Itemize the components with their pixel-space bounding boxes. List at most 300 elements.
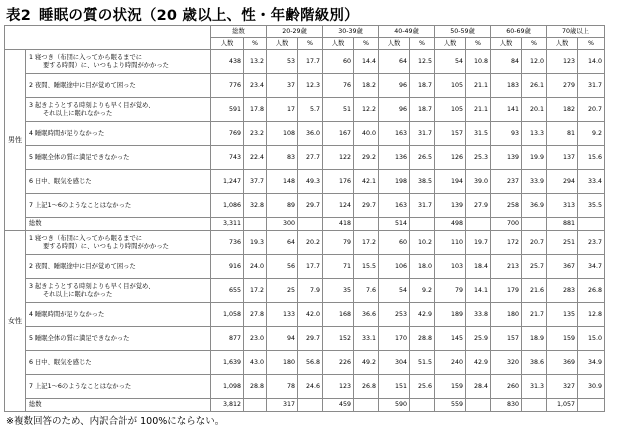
percent-cell: 28.4 <box>466 375 491 399</box>
percent-cell: 17.8 <box>244 98 267 122</box>
total-percent-cell <box>410 399 435 412</box>
total-count-cell: 3,311 <box>211 218 244 231</box>
count-cell: 369 <box>547 351 578 375</box>
percent-cell: 9.2 <box>578 122 605 146</box>
table-row <box>5 122 605 146</box>
percent-cell: 33.8 <box>466 303 491 327</box>
percent-cell: 13.2 <box>244 50 267 74</box>
percent-cell: 49.3 <box>298 170 323 194</box>
percent-cell: 18.7 <box>410 74 435 98</box>
item-text-line: 7 上記1～6のようなことはなかった <box>29 382 132 390</box>
percent-cell: 29.7 <box>354 194 379 218</box>
percent-cell: 24.6 <box>298 375 323 399</box>
total-row <box>5 218 605 231</box>
count-cell: 1,086 <box>211 194 244 218</box>
percent-cell: 32.8 <box>244 194 267 218</box>
count-cell: 253 <box>379 303 410 327</box>
percent-cell: 20.7 <box>522 231 547 255</box>
row-item-label <box>26 146 211 170</box>
count-cell: 124 <box>323 194 354 218</box>
header-percent: % <box>354 38 379 50</box>
item-text-line: 2 夜間、睡眠途中に目が覚めて困った <box>29 81 136 89</box>
count-cell: 17 <box>267 98 298 122</box>
total-percent-cell <box>466 218 491 231</box>
table-row <box>5 74 605 98</box>
count-cell: 163 <box>379 194 410 218</box>
count-cell: 183 <box>491 74 522 98</box>
count-cell: 79 <box>435 279 466 303</box>
count-cell: 139 <box>435 194 466 218</box>
count-cell: 198 <box>379 170 410 194</box>
count-cell: 776 <box>211 74 244 98</box>
table-row <box>5 194 605 218</box>
count-cell: 106 <box>379 255 410 279</box>
count-cell: 591 <box>211 98 244 122</box>
item-text-line: 3 起きようとする時刻よりも早く目が覚め、 <box>29 282 155 290</box>
percent-cell: 31.3 <box>522 375 547 399</box>
percent-cell: 27.9 <box>466 194 491 218</box>
percent-cell: 21.6 <box>522 279 547 303</box>
header-count: 人数 <box>435 38 466 50</box>
count-cell: 213 <box>491 255 522 279</box>
percent-cell: 38.5 <box>410 170 435 194</box>
percent-cell: 23.4 <box>244 74 267 98</box>
count-cell: 367 <box>547 255 578 279</box>
count-cell: 438 <box>211 50 244 74</box>
total-percent-cell <box>244 399 267 412</box>
percent-cell: 26.8 <box>354 375 379 399</box>
count-cell: 769 <box>211 122 244 146</box>
row-item-label <box>26 50 211 74</box>
percent-cell: 12.8 <box>578 303 605 327</box>
count-cell: 182 <box>547 98 578 122</box>
item-text-line: それ以上に眠れなかった <box>43 109 113 117</box>
count-cell: 157 <box>435 122 466 146</box>
percent-cell: 26.8 <box>578 279 605 303</box>
count-cell: 163 <box>379 122 410 146</box>
total-count-cell: 1,057 <box>547 399 578 412</box>
total-count-cell: 317 <box>267 399 298 412</box>
header-percent: % <box>466 38 491 50</box>
percent-cell: 18.9 <box>522 327 547 351</box>
header-group-row <box>5 26 605 38</box>
total-count-cell: 498 <box>435 218 466 231</box>
count-cell: 108 <box>267 122 298 146</box>
count-cell: 736 <box>211 231 244 255</box>
percent-cell: 19.7 <box>466 231 491 255</box>
percent-cell: 19.3 <box>244 231 267 255</box>
percent-cell: 31.7 <box>410 194 435 218</box>
count-cell: 226 <box>323 351 354 375</box>
count-cell: 159 <box>435 375 466 399</box>
percent-cell: 25.7 <box>522 255 547 279</box>
count-cell: 172 <box>491 231 522 255</box>
item-text-line: 2 夜間、睡眠途中に目が覚めて困った <box>29 262 136 270</box>
header-age-group: 40-49歳 <box>379 26 435 38</box>
section-label: 女性 <box>5 231 26 412</box>
count-cell: 279 <box>547 74 578 98</box>
percent-cell: 29.7 <box>298 194 323 218</box>
percent-cell: 36.0 <box>298 122 323 146</box>
header-age-group: 70歳以上 <box>547 26 605 38</box>
table-row <box>5 375 605 399</box>
percent-cell: 34.7 <box>578 255 605 279</box>
header-percent: % <box>522 38 547 50</box>
count-cell: 313 <box>547 194 578 218</box>
total-percent-cell <box>298 218 323 231</box>
percent-cell: 36.9 <box>522 194 547 218</box>
item-text-line: 7 上記1～6のようなことはなかった <box>29 201 132 209</box>
percent-cell: 21.7 <box>522 303 547 327</box>
count-cell: 110 <box>435 231 466 255</box>
count-cell: 251 <box>547 231 578 255</box>
percent-cell: 37.7 <box>244 170 267 194</box>
table-row <box>5 279 605 303</box>
count-cell: 126 <box>435 146 466 170</box>
header-percent: % <box>410 38 435 50</box>
row-item-label <box>26 255 211 279</box>
percent-cell: 42.9 <box>410 303 435 327</box>
table-row <box>5 98 605 122</box>
percent-cell: 34.9 <box>578 351 605 375</box>
count-cell: 179 <box>491 279 522 303</box>
percent-cell: 33.1 <box>354 327 379 351</box>
header-age-group: 50-59歳 <box>435 26 491 38</box>
item-text-line: 6 日中、眠気を感じた <box>29 358 92 366</box>
count-cell: 151 <box>379 375 410 399</box>
percent-cell: 21.1 <box>466 98 491 122</box>
total-count-cell: 700 <box>491 218 522 231</box>
count-cell: 35 <box>323 279 354 303</box>
header-count: 人数 <box>267 38 298 50</box>
total-row <box>5 399 605 412</box>
count-cell: 123 <box>323 375 354 399</box>
count-cell: 83 <box>267 146 298 170</box>
total-count-cell: 459 <box>323 399 354 412</box>
percent-cell: 28.8 <box>410 327 435 351</box>
percent-cell: 35.5 <box>578 194 605 218</box>
total-percent-cell <box>354 218 379 231</box>
count-cell: 136 <box>379 146 410 170</box>
total-count-cell: 559 <box>435 399 466 412</box>
total-count-cell: 514 <box>379 218 410 231</box>
count-cell: 137 <box>547 146 578 170</box>
count-cell: 103 <box>435 255 466 279</box>
count-cell: 25 <box>267 279 298 303</box>
count-cell: 877 <box>211 327 244 351</box>
percent-cell: 7.6 <box>354 279 379 303</box>
header-age-group: 60-69歳 <box>491 26 547 38</box>
percent-cell: 12.5 <box>410 50 435 74</box>
header-count: 人数 <box>491 38 522 50</box>
percent-cell: 27.8 <box>244 303 267 327</box>
table-row <box>5 231 605 255</box>
percent-cell: 14.4 <box>354 50 379 74</box>
total-count-cell: 3,812 <box>211 399 244 412</box>
table-row <box>5 351 605 375</box>
count-cell: 71 <box>323 255 354 279</box>
count-cell: 105 <box>435 74 466 98</box>
total-count-cell: 418 <box>323 218 354 231</box>
total-count-cell: 300 <box>267 218 298 231</box>
count-cell: 168 <box>323 303 354 327</box>
total-count-cell: 590 <box>379 399 410 412</box>
percent-cell: 17.7 <box>298 255 323 279</box>
total-percent-cell <box>522 399 547 412</box>
footnote: ※複数回答のため、内訳合計が 100%にならない。 <box>6 416 225 427</box>
percent-cell: 17.7 <box>298 50 323 74</box>
count-cell: 655 <box>211 279 244 303</box>
percent-cell: 28.8 <box>244 375 267 399</box>
count-cell: 81 <box>547 122 578 146</box>
count-cell: 51 <box>323 98 354 122</box>
header-count: 人数 <box>211 38 244 50</box>
count-cell: 93 <box>491 122 522 146</box>
row-item-label <box>26 279 211 303</box>
percent-cell: 38.6 <box>522 351 547 375</box>
count-cell: 139 <box>491 146 522 170</box>
percent-cell: 17.2 <box>354 231 379 255</box>
table-row <box>5 170 605 194</box>
item-text-line: それ以上に眠れなかった <box>43 290 113 298</box>
count-cell: 194 <box>435 170 466 194</box>
percent-cell: 9.2 <box>410 279 435 303</box>
row-item-label <box>26 231 211 255</box>
count-cell: 170 <box>379 327 410 351</box>
percent-cell: 26.1 <box>522 74 547 98</box>
count-cell: 294 <box>547 170 578 194</box>
total-count-cell: 830 <box>491 399 522 412</box>
percent-cell: 25.6 <box>410 375 435 399</box>
count-cell: 176 <box>323 170 354 194</box>
count-cell: 159 <box>547 327 578 351</box>
percent-cell: 19.9 <box>522 146 547 170</box>
count-cell: 79 <box>323 231 354 255</box>
percent-cell: 7.9 <box>298 279 323 303</box>
count-cell: 96 <box>379 74 410 98</box>
count-cell: 56 <box>267 255 298 279</box>
total-label: 総数 <box>26 399 211 412</box>
count-cell: 180 <box>491 303 522 327</box>
item-text-line: 6 日中、眠気を感じた <box>29 177 92 185</box>
header-count: 人数 <box>547 38 578 50</box>
count-cell: 304 <box>379 351 410 375</box>
percent-cell: 22.4 <box>244 146 267 170</box>
percent-cell: 49.2 <box>354 351 379 375</box>
count-cell: 283 <box>547 279 578 303</box>
count-cell: 260 <box>491 375 522 399</box>
total-percent-cell <box>466 399 491 412</box>
percent-cell: 40.0 <box>354 122 379 146</box>
count-cell: 78 <box>267 375 298 399</box>
percent-cell: 31.7 <box>410 122 435 146</box>
percent-cell: 18.2 <box>354 74 379 98</box>
count-cell: 76 <box>323 74 354 98</box>
row-item-label <box>26 194 211 218</box>
count-cell: 180 <box>267 351 298 375</box>
header-count: 人数 <box>379 38 410 50</box>
count-cell: 237 <box>491 170 522 194</box>
percent-cell: 56.8 <box>298 351 323 375</box>
table-row <box>5 146 605 170</box>
table-row <box>5 255 605 279</box>
percent-cell: 10.2 <box>410 231 435 255</box>
percent-cell: 51.5 <box>410 351 435 375</box>
count-cell: 1,247 <box>211 170 244 194</box>
percent-cell: 18.4 <box>466 255 491 279</box>
count-cell: 157 <box>491 327 522 351</box>
percent-cell: 39.0 <box>466 170 491 194</box>
count-cell: 54 <box>379 279 410 303</box>
total-percent-cell <box>354 399 379 412</box>
count-cell: 64 <box>379 50 410 74</box>
total-percent-cell <box>244 218 267 231</box>
percent-cell: 20.2 <box>298 231 323 255</box>
count-cell: 240 <box>435 351 466 375</box>
table-row <box>5 50 605 74</box>
count-cell: 84 <box>491 50 522 74</box>
count-cell: 89 <box>267 194 298 218</box>
item-text-line: 3 起きようとする時刻よりも早く目が覚め、 <box>29 101 155 109</box>
header-age-group: 総数 <box>211 26 267 38</box>
count-cell: 189 <box>435 303 466 327</box>
row-item-label <box>26 74 211 98</box>
total-percent-cell <box>522 218 547 231</box>
percent-cell: 17.2 <box>244 279 267 303</box>
percent-cell: 27.7 <box>298 146 323 170</box>
percent-cell: 15.0 <box>578 327 605 351</box>
item-text-line: 4 睡眠時間が足りなかった <box>29 129 105 137</box>
count-cell: 1,058 <box>211 303 244 327</box>
percent-cell: 26.5 <box>410 146 435 170</box>
count-cell: 53 <box>267 50 298 74</box>
total-label: 総数 <box>26 218 211 231</box>
percent-cell: 42.9 <box>466 351 491 375</box>
percent-cell: 29.7 <box>298 327 323 351</box>
total-percent-cell <box>410 218 435 231</box>
header-percent: % <box>578 38 605 50</box>
percent-cell: 23.2 <box>244 122 267 146</box>
percent-cell: 25.9 <box>466 327 491 351</box>
count-cell: 105 <box>435 98 466 122</box>
table-number: 表2 <box>6 8 31 24</box>
item-text-line: 5 睡眠全体の質に満足できなかった <box>29 153 130 161</box>
total-percent-cell <box>578 399 605 412</box>
percent-cell: 29.2 <box>354 146 379 170</box>
percent-cell: 23.7 <box>578 231 605 255</box>
item-text-line: 4 睡眠時間が足りなかった <box>29 310 105 318</box>
section-label: 男性 <box>5 50 26 231</box>
row-item-label <box>26 375 211 399</box>
count-cell: 37 <box>267 74 298 98</box>
percent-cell: 31.5 <box>466 122 491 146</box>
row-item-label <box>26 122 211 146</box>
percent-cell: 33.9 <box>522 170 547 194</box>
count-cell: 145 <box>435 327 466 351</box>
row-item-label <box>26 303 211 327</box>
percent-cell: 12.0 <box>522 50 547 74</box>
percent-cell: 43.0 <box>244 351 267 375</box>
count-cell: 320 <box>491 351 522 375</box>
percent-cell: 42.1 <box>354 170 379 194</box>
header-percent: % <box>298 38 323 50</box>
count-cell: 327 <box>547 375 578 399</box>
count-cell: 1,639 <box>211 351 244 375</box>
count-cell: 916 <box>211 255 244 279</box>
table-row <box>5 303 605 327</box>
percent-cell: 31.7 <box>578 74 605 98</box>
percent-cell: 23.0 <box>244 327 267 351</box>
percent-cell: 14.1 <box>466 279 491 303</box>
count-cell: 135 <box>547 303 578 327</box>
count-cell: 54 <box>435 50 466 74</box>
percent-cell: 33.4 <box>578 170 605 194</box>
percent-cell: 18.0 <box>410 255 435 279</box>
percent-cell: 14.0 <box>578 50 605 74</box>
total-percent-cell <box>578 218 605 231</box>
count-cell: 167 <box>323 122 354 146</box>
count-cell: 123 <box>547 50 578 74</box>
count-cell: 60 <box>323 50 354 74</box>
percent-cell: 5.7 <box>298 98 323 122</box>
row-item-label <box>26 170 211 194</box>
percent-cell: 42.0 <box>298 303 323 327</box>
percent-cell: 24.0 <box>244 255 267 279</box>
header-percent: % <box>244 38 267 50</box>
total-percent-cell <box>298 399 323 412</box>
item-text-line: 要する時間）に、いつもより時間がかかった <box>43 61 169 69</box>
percent-cell: 13.3 <box>522 122 547 146</box>
table-row <box>5 327 605 351</box>
table-title <box>6 4 359 25</box>
row-item-label <box>26 327 211 351</box>
count-cell: 258 <box>491 194 522 218</box>
header-age-group: 20-29歳 <box>267 26 323 38</box>
item-text-line: 要する時間）に、いつもより時間がかかった <box>43 242 169 250</box>
sleep-quality-table <box>4 25 605 412</box>
item-text-line: 1 寝つき（布団に入ってから眠るまでに <box>29 234 143 242</box>
item-text-line: 1 寝つき（布団に入ってから眠るまでに <box>29 53 143 61</box>
header-age-group: 30-39歳 <box>323 26 379 38</box>
row-item-label <box>26 351 211 375</box>
count-cell: 133 <box>267 303 298 327</box>
total-count-cell: 881 <box>547 218 578 231</box>
count-cell: 122 <box>323 146 354 170</box>
percent-cell: 36.6 <box>354 303 379 327</box>
header-count: 人数 <box>323 38 354 50</box>
item-text-line: 5 睡眠全体の質に満足できなかった <box>29 334 130 342</box>
count-cell: 96 <box>379 98 410 122</box>
count-cell: 141 <box>491 98 522 122</box>
percent-cell: 12.2 <box>354 98 379 122</box>
header-blank <box>5 26 211 50</box>
count-cell: 1,098 <box>211 375 244 399</box>
row-item-label <box>26 98 211 122</box>
percent-cell: 15.5 <box>354 255 379 279</box>
percent-cell: 25.3 <box>466 146 491 170</box>
percent-cell: 15.6 <box>578 146 605 170</box>
table-caption: 睡眠の質の状況（20 歳以上、性・年齢階級別） <box>39 8 359 24</box>
percent-cell: 12.3 <box>298 74 323 98</box>
percent-cell: 10.8 <box>466 50 491 74</box>
count-cell: 743 <box>211 146 244 170</box>
percent-cell: 21.1 <box>466 74 491 98</box>
percent-cell: 18.7 <box>410 98 435 122</box>
count-cell: 152 <box>323 327 354 351</box>
percent-cell: 20.1 <box>522 98 547 122</box>
percent-cell: 20.7 <box>578 98 605 122</box>
count-cell: 60 <box>379 231 410 255</box>
